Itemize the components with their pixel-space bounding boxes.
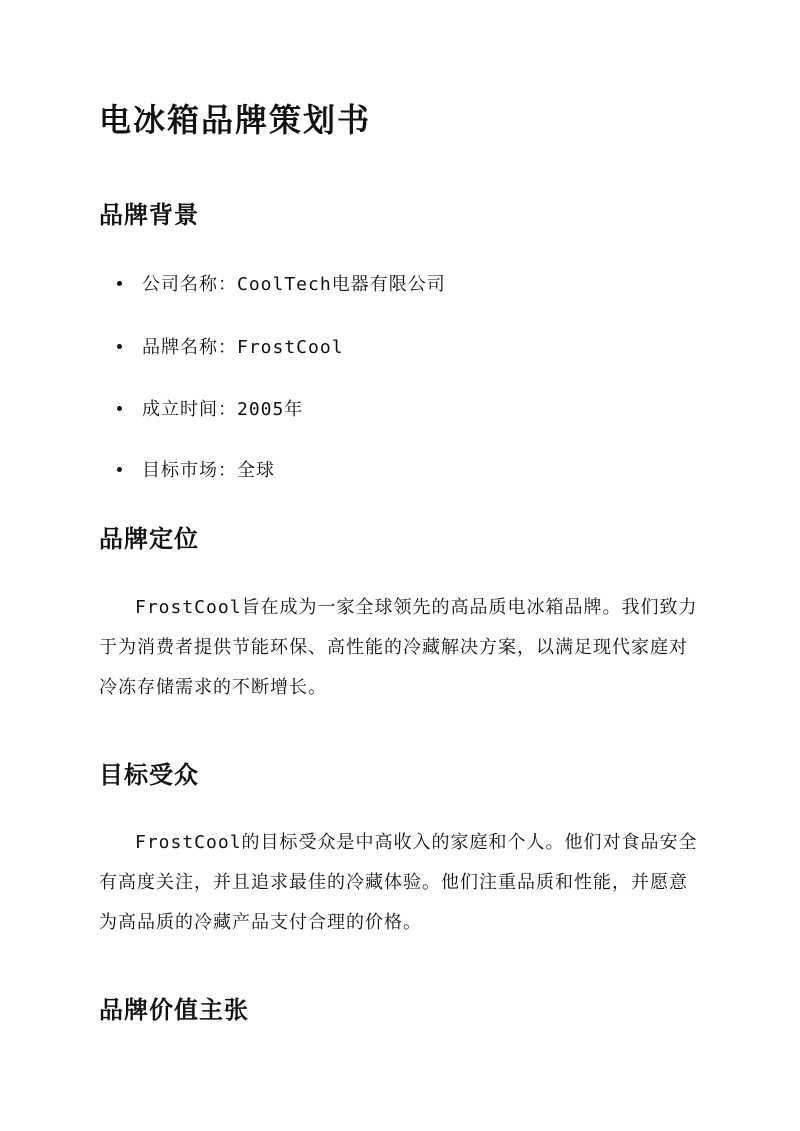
list-item-text: 品牌名称：FrostCool (142, 337, 344, 358)
list-item (117, 395, 303, 421)
section-heading-brand-value-proposition: 品牌价值主张 (99, 995, 249, 1024)
section-heading-target-audience: 目标受众 (99, 760, 199, 789)
section-heading-brand-background: 品牌背景 (99, 200, 199, 229)
document-title: 电冰箱品牌策划书 (99, 101, 372, 139)
bullet-icon (117, 406, 122, 411)
list-item (117, 333, 344, 359)
brand-positioning-paragraph: FrostCool旨在成为一家全球领先的高品质电冰箱品牌。我们致力于为消费者提供节能环保、高性能的冷藏解决方案，以满足现代家庭对冷冻存储需求的不断增长。 (99, 597, 698, 698)
bullet-icon (117, 281, 122, 286)
list-item-text: 目标市场：全球 (142, 460, 275, 481)
list-item (117, 270, 446, 296)
bullet-icon (117, 344, 122, 349)
bullet-icon (117, 467, 122, 472)
list-item-text: 公司名称：CoolTech电器有限公司 (142, 274, 446, 295)
target-audience-paragraph: FrostCool的目标受众是中高收入的家庭和个人。他们对食品安全有高度关注，并且追求最佳的冷藏体验。他们注重品质和性能，并愿意为高品质的冷藏产品支付合理的价格。 (99, 832, 698, 933)
section-heading-brand-positioning: 品牌定位 (99, 524, 199, 553)
list-item-text: 成立时间：2005年 (142, 399, 304, 420)
list-item (117, 456, 275, 482)
